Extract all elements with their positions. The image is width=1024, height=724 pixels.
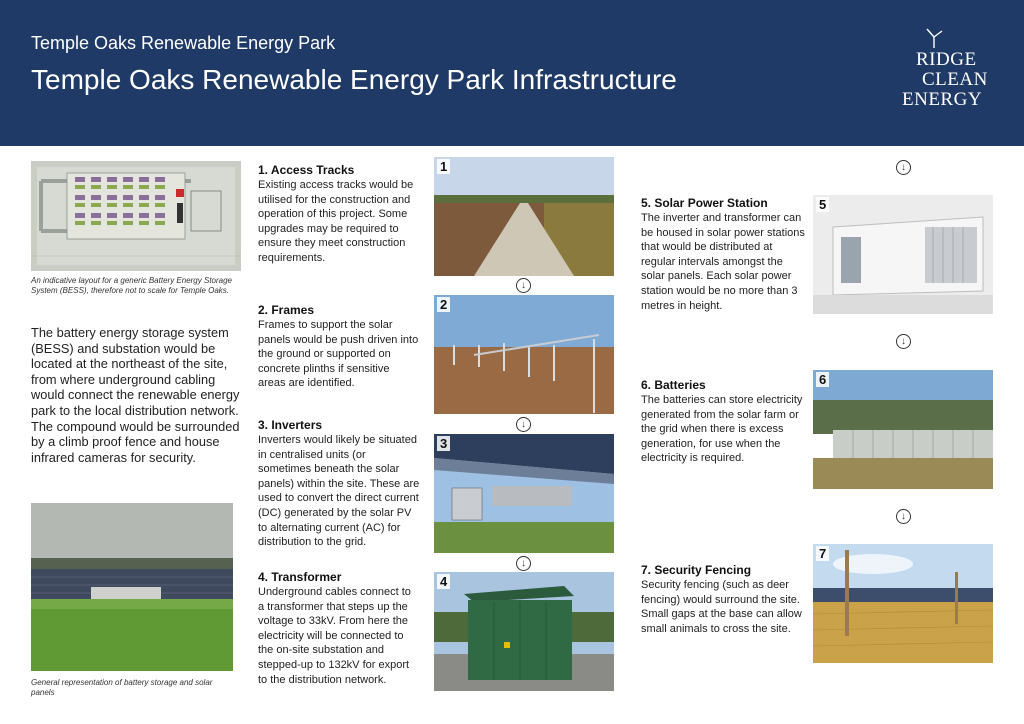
step-3-title: 3. Inverters [258, 418, 323, 432]
logo-line-1: RIDGE [916, 49, 977, 70]
step-1-body: Existing access tracks would be utilised for the construction and operation of this project. Some upgrades may be required to ensure they meet construction requirements. [258, 179, 414, 264]
photo-7-number: 7 [816, 546, 829, 561]
step-1-text [258, 163, 420, 266]
header-banner [0, 0, 1024, 146]
step-6-text [641, 378, 805, 466]
step-6-body: The batteries can store electricity generated from the solar farm or the grid when there is excess generation, for use when the electricity is required. [641, 394, 803, 465]
solar-power-station-photo [813, 195, 993, 314]
step-7-text [641, 563, 805, 636]
step-7-body: Security fencing (such as deer fencing) would surround the site. Small gaps at the base can allow small animals to cross the site. [641, 579, 802, 635]
bess-description: The battery energy storage system (BESS) and substation would be located at the northeast of the site, from where underground cabling would connect the renewable energy park to the local distribution network. The compound would be surrounded by a climb proof fence and house infrared cameras for security. [31, 325, 240, 465]
frames-photo [434, 295, 614, 414]
photo-4-number: 4 [437, 574, 450, 589]
battery-storage-photo [31, 503, 233, 671]
batteries-photo [813, 370, 993, 489]
bess-layout-plan-image [31, 161, 241, 271]
down-arrow-icon: ↓ [896, 509, 911, 524]
step-4-body: Underground cables connect to a transformer that steps up the voltage to 33kV. From here the electricity will be connected to the on-site substation and stepped-up to 132kV for export to the distribution network. [258, 586, 411, 686]
photo-caption: General representation of battery storage and solar panels [31, 678, 213, 697]
wind-turbine-icon [924, 28, 944, 48]
step-1-title: 1. Access Tracks [258, 163, 355, 177]
step-5-body: The inverter and transformer can be housed in solar power stations that would be distributed at regular intervals amongst the solar panels. Each solar power station would be no more than 3 metres in height. [641, 212, 805, 312]
page-subtitle: Temple Oaks Renewable Energy Park [31, 33, 336, 53]
transformer-photo [434, 572, 614, 691]
down-arrow-icon: ↓ [516, 556, 531, 571]
ridge-clean-energy-logo [900, 28, 1000, 108]
photo-1-number: 1 [437, 159, 450, 174]
logo-line-3: ENERGY [902, 89, 983, 110]
down-arrow-icon: ↓ [896, 334, 911, 349]
photo-6-number: 6 [816, 372, 829, 387]
page-title: Temple Oaks Renewable Energy Park Infrastructure [31, 64, 677, 95]
layout-caption: An indicative layout for a generic Battery Energy Storage System (BESS), therefore not to scale for Temple Oaks. [31, 276, 232, 295]
step-7-title: 7. Security Fencing [641, 563, 752, 577]
step-5-title: 5. Solar Power Station [641, 196, 768, 210]
step-4-text [258, 570, 420, 687]
step-3-body: Inverters would likely be situated in centralised units (or sometimes beneath the solar panels) within the site. These are used to convert the direct current (DC) generated by the solar PV to alternating current (AC) for distribution to the grid. [258, 434, 420, 549]
access-track-photo [434, 157, 614, 276]
step-2-title: 2. Frames [258, 303, 315, 317]
step-4-title: 4. Transformer [258, 570, 342, 584]
security-fencing-photo [813, 544, 993, 663]
down-arrow-icon: ↓ [516, 278, 531, 293]
step-6-title: 6. Batteries [641, 378, 706, 392]
inverters-photo [434, 434, 614, 553]
step-2-text [258, 303, 420, 391]
step-5-text [641, 196, 805, 313]
photo-3-number: 3 [437, 436, 450, 451]
step-2-body: Frames to support the solar panels would be push driven into the ground or supported on concrete plinths if sensitive areas are identified. [258, 319, 419, 390]
photo-2-number: 2 [437, 297, 450, 312]
down-arrow-icon: ↓ [516, 417, 531, 432]
logo-line-2: CLEAN [922, 69, 988, 90]
photo-5-number: 5 [816, 197, 829, 212]
step-3-text [258, 418, 420, 550]
down-arrow-icon: ↓ [896, 160, 911, 175]
